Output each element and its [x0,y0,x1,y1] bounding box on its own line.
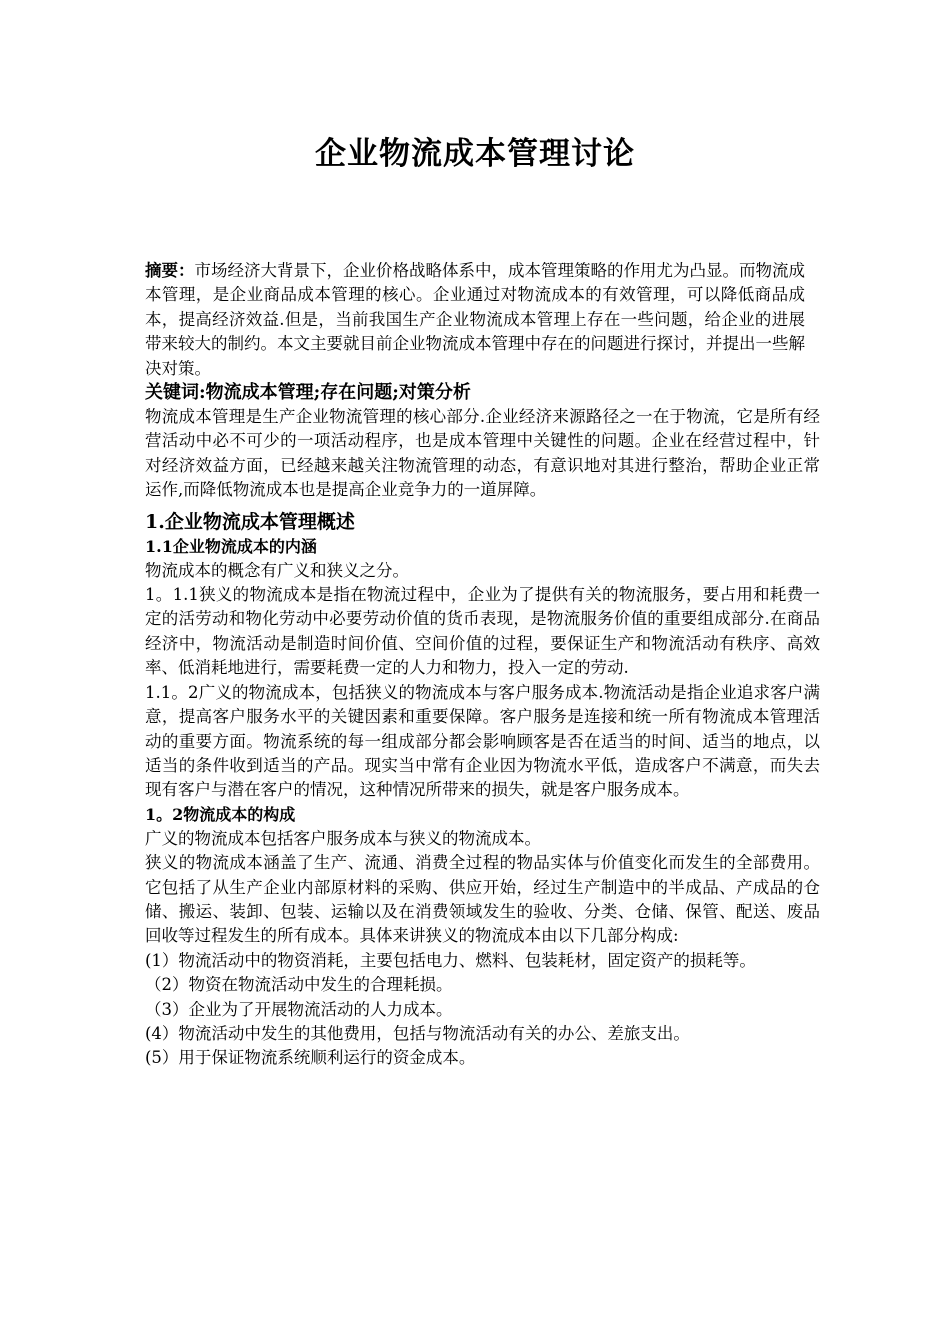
list-item: （2）物资在物流活动中发生的合理耗损。 [145,975,453,995]
body-paragraph: 物流成本的概念有广义和狭义之分。 [145,560,409,580]
document-body [145,259,820,1071]
list-item: （3）企业为了开展物流活动的人力成本。 [145,999,453,1019]
body-paragraph: 1.1。2广义的物流成本，包括狭义的物流成本与客户服务成本.物流活动是指企业追求客户满意，提高客户服务水平的关键因素和重要保障。客户服务是连接和统一所有物流成本管理活动的重要方面。物流系统的每一组成部分都会影响顾客是否在适当的时间、适当的地点，以适当的条件收到适当的产品。现实当中常有企业因为物流水平低，造成客户不满意，而失去现有客户与潜在客户的情况，这种情况所带来的损失，就是客户服务成本。 [145,682,820,800]
body-paragraph: 狭义的物流成本涵盖了生产、流通、消费全过程的物品实体与价值变化而发生的全部费用。它包括了从生产企业内部原材料的采购、供应开始，经过生产制造中的半成品、产成品的仓储、搬运、装卸、包装、运输以及在消费领域发生的验收、分类、仓储、保管、配送、废品回收等过程发生的所有成本。具体来讲狭义的物流成本由以下几部分构成: [145,853,820,946]
keywords-line: 关键词:物流成本管理;存在问题;对策分析 [145,382,471,404]
abstract-label: 摘要： [145,261,195,280]
body-paragraph: 1。1.1狭义的物流成本是指在物流过程中，企业为了提供有关的物流服务，要占用和耗费一定的活劳动和物化劳动中必要劳动价值的货币表现，是物流服务价值的重要组成部分.在商品经济中，物流活动是制造时间价值、空间价值的过程，要保证生产和物流活动有秩序、高效率、低消耗地进行，需要耗费一定的人力和物力，投入一定的劳动. [145,585,820,678]
list-item: (4）物流活动中发生的其他费用，包括与物流活动有关的办公、差旅支出。 [145,1023,690,1043]
subsection-heading: 1.1企业物流成本的内涵 [145,536,317,556]
list-item: (5）用于保证物流系统顺利运行的资金成本。 [145,1048,476,1068]
subsection-heading: 1。2物流成本的构成 [145,804,296,824]
page-title: 企业物流成本管理讨论 [315,136,635,172]
abstract-paragraph [145,259,805,381]
intro-paragraph: 物流成本管理是生产企业物流管理的核心部分.企业经济来源路径之一在于物流，它是所有经营活动中必不可少的一项活动程序，也是成本管理中关键性的问题。企业在经营过程中，针对经济效益方面，已经越来越关注物流管理的动态，有意识地对其进行整治，帮助企业正常运作,而降低物流成本也是提高企业竞争力的一道屏障。 [145,407,820,500]
section-heading: 1.企业物流成本管理概述 [145,510,355,533]
abstract-text: 市场经济大背景下，企业价格战略体系中，成本管理策略的作用尤为凸显。而物流成本管理，是企业商品成本管理的核心。企业通过对物流成本的有效管理，可以降低商品成本，提高经济效益.但是，当前我国生产企业物流成本管理上存在一些问题，给企业的进展带来较大的制约。本文主要就目前企业物流成本管理中存在的问题进行探讨，并提出一些解决对策。 [145,261,805,378]
body-paragraph: 广义的物流成本包括客户服务成本与狭义的物流成本。 [145,828,541,848]
list-item: (1）物流活动中的物资消耗，主要包括电力、燃料、包装耗材，固定资产的损耗等。 [145,950,756,970]
